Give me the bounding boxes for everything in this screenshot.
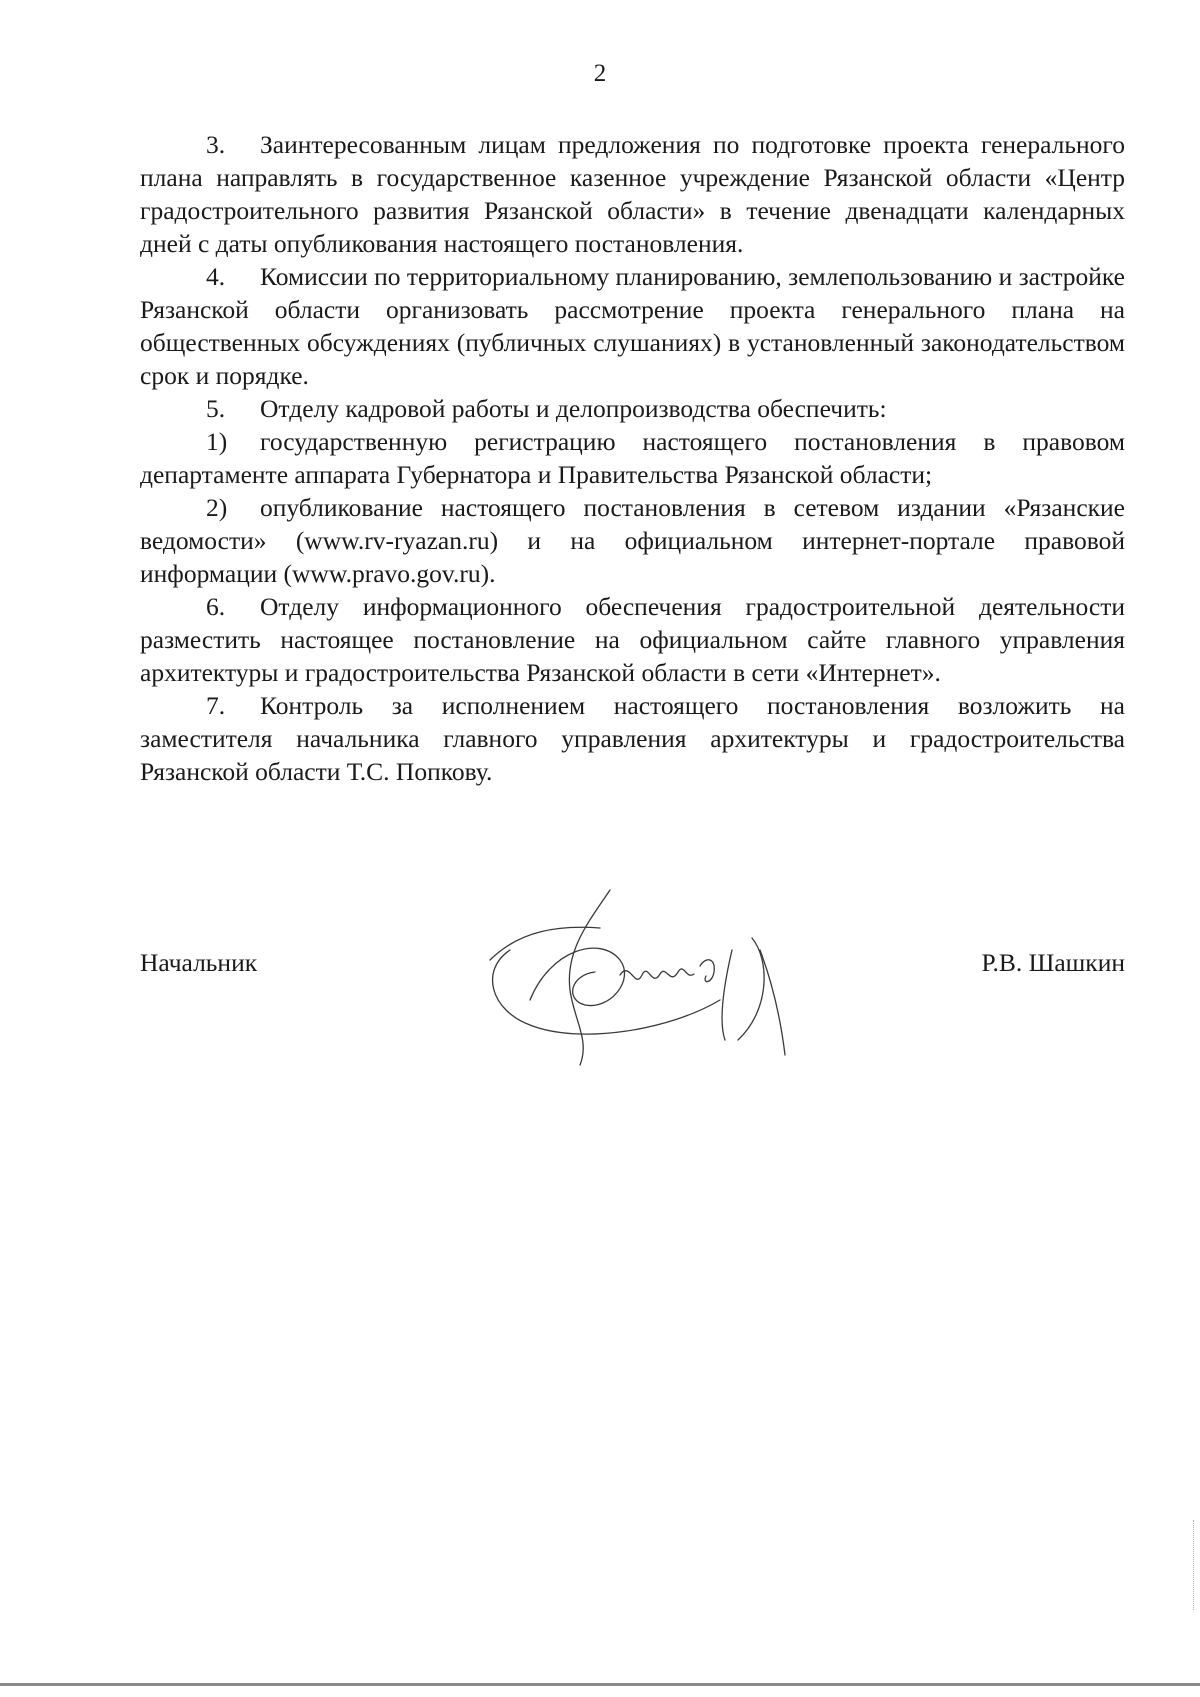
paragraph-number: 5. <box>206 394 226 423</box>
paragraph-text: Комиссии по территориальному планированию, землепользованию и застройке Рязанской области организовать рассмотрение проекта генерального плана на общественных обсуждениях (публичных слушаниях) в установленный законодательством срок и порядке. <box>140 262 1125 390</box>
subitem-2 <box>140 491 1125 590</box>
signatory-title: Начальник <box>140 948 258 977</box>
paragraph-number: 6. <box>206 592 226 621</box>
paragraph-text: Отделу информационного обеспечения градостроительной деятельности разместить настоящее постановление на официальном сайте главного управления архитектуры и градостроительства Рязанской области в сети «Интернет». <box>140 592 1125 687</box>
document-body <box>140 128 1125 788</box>
paragraph-7 <box>140 689 1125 788</box>
scan-artifact <box>1193 1520 1196 1610</box>
paragraph-5 <box>140 392 1125 425</box>
page-number: 2 <box>593 60 607 87</box>
paragraph-text: государственную регистрацию настоящего постановления в правовом департаменте аппарата Губернатора и Правительства Рязанской области; <box>140 427 1125 489</box>
handwritten-signature <box>470 880 830 1070</box>
paragraph-text: Заинтересованным лицам предложения по подготовке проекта генерального плана направлять в государственное казенное учреждение Рязанской области «Центр градостроительного развития Рязанской области» в течение двенадцати календарных дней с даты опубликования настоящего постановления. <box>140 130 1125 258</box>
paragraph-number: 2) <box>206 493 228 522</box>
paragraph-number: 4. <box>206 262 226 291</box>
subitem-1 <box>140 425 1125 491</box>
paragraph-text: Отделу кадровой работы и делопроизводства обеспечить: <box>260 394 887 423</box>
paragraph-number: 1) <box>206 427 228 456</box>
paragraph-text: опубликование настоящего постановления в сетевом издании «Рязанские ведомости» (www.rv-ryazan.ru) и на официальном интернет-портале правовой информации (www.pravo.gov.ru). <box>140 493 1125 588</box>
paragraph-3 <box>140 128 1125 260</box>
paragraph-text: Контроль за исполнением настоящего постановления возложить на заместителя начальника главного управления архитектуры и градостроительства Рязанской области Т.С. Попкову. <box>140 691 1125 786</box>
paragraph-4 <box>140 260 1125 392</box>
scan-edge-line <box>0 1683 1200 1686</box>
paragraph-6 <box>140 590 1125 689</box>
paragraph-number: 3. <box>206 130 226 159</box>
paragraph-number: 7. <box>206 691 226 720</box>
signatory-name: Р.В. Шашкин <box>981 948 1125 977</box>
